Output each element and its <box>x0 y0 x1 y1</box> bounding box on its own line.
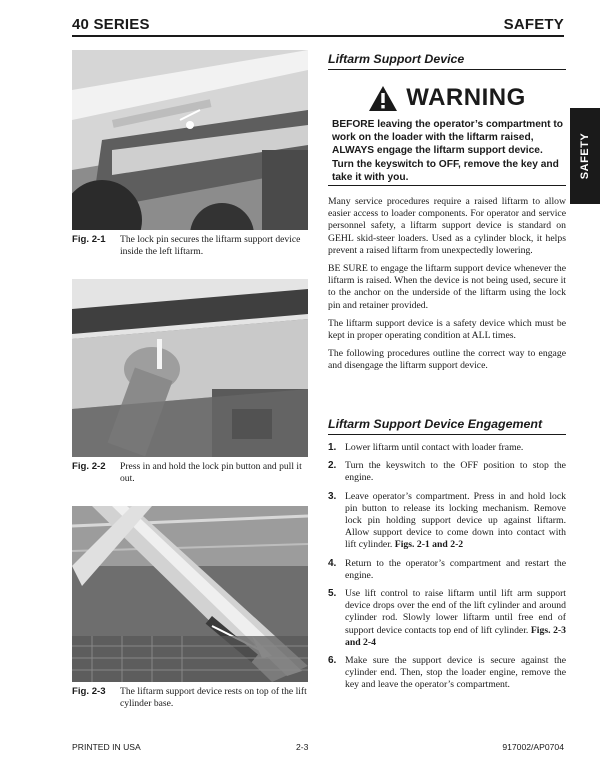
procedure-step <box>328 460 566 484</box>
step-text: Make sure the support device is secure against the cylinder end. Then, stop the loader engine, remove the key and leave the operator’s compartment. <box>345 655 566 691</box>
footer-doc-number: 917002/AP0704 <box>502 742 564 752</box>
figure-number: Fig. 2-1 <box>72 234 106 245</box>
warning-word: WARNING <box>406 84 526 111</box>
warning-triangle-icon <box>368 85 398 112</box>
figure-2-1-caption <box>72 234 312 258</box>
header-rule <box>72 35 564 37</box>
header-series: 40 SERIES <box>72 16 150 33</box>
step-text: Leave operator’s compartment. Press in and hold lock pin button to release its locking mechanism. Remove lock pin holding support device up against liftarm. Allow support device to come down into contact with lift cylinder. Figs. 2-1 and 2-2 <box>345 490 566 551</box>
figure-reference: Figs. 2-1 and 2-2 <box>394 539 464 551</box>
paragraph: Many service procedures require a raised liftarm to allow easier access to loader components. For operator and service personnel safety, a liftarm support device is standard on GEHL skid-steer loaders. Used as a cylinder block, it helps prevent a raised liftarm from unexpectedly lowering. <box>328 196 566 256</box>
step-number: 3. <box>328 490 337 502</box>
paragraph: The liftarm support device is a safety device which must be kept in proper operating condition at ALL times. <box>328 317 566 342</box>
section-title-engagement: Liftarm Support Device Engagement <box>328 417 566 435</box>
step-number: 5. <box>328 588 337 600</box>
figure-2-3-photo <box>72 506 308 682</box>
warning-rule <box>328 185 566 186</box>
footer-printed: PRINTED IN USA <box>72 742 141 752</box>
procedure-steps <box>328 442 566 698</box>
header-section: SAFETY <box>503 16 564 33</box>
step-text: Return to the operator’s compartment and restart the engine. <box>345 557 566 581</box>
side-tab-label: SAFETY <box>579 132 591 180</box>
procedure-step <box>328 491 566 552</box>
figure-caption-text: The lock pin secures the liftarm support device inside the left liftarm. <box>120 234 301 257</box>
figure-reference: Figs. 2-3 and 2-4 <box>345 624 567 648</box>
procedure-step <box>328 588 566 649</box>
figure-2-3-caption <box>72 686 312 710</box>
footer-page-number: 2-3 <box>296 742 309 752</box>
warning-text: BEFORE leaving the operator’s compartment to work on the loader with the liftarm raised, ALWAYS engage the liftarm support device. Turn the keyswitch to OFF, remove the key and take it with you. <box>332 119 563 183</box>
figure-2-1-photo <box>72 50 308 230</box>
section-title-liftarm-support-device: Liftarm Support Device <box>328 52 566 70</box>
step-text: Use lift control to raise liftarm until lift arm support device drops over the end of the lift cylinder and around cylinder rod. Slowly lower liftarm until free end of support device contacts top end of lift cylinder. Figs. 2-3 and 2-4 <box>345 588 567 648</box>
paragraph: The following procedures outline the correct way to engage and disengage the liftarm support device. <box>328 348 566 372</box>
step-text: Lower liftarm until contact with loader frame. <box>345 442 524 453</box>
procedure-step <box>328 558 566 582</box>
step-number: 4. <box>328 557 337 569</box>
body-text <box>328 196 566 379</box>
figure-number: Fig. 2-3 <box>72 686 106 697</box>
procedure-step <box>328 655 566 692</box>
paragraph: BE SURE to engage the liftarm support device whenever the liftarm is raised. When the device is not being used, secure it to the anchor on the underside of the liftarm using the lock pin and retainer provided. <box>328 263 566 311</box>
figure-number: Fig. 2-2 <box>72 461 106 472</box>
step-number: 6. <box>328 655 337 667</box>
step-number: 1. <box>328 442 337 453</box>
figure-caption-text: Press in and hold the lock pin button and pull it out. <box>120 461 302 484</box>
figure-caption-text: The liftarm support device rests on top of the lift cylinder base. <box>120 686 307 709</box>
step-text: Turn the keyswitch to the OFF position to stop the engine. <box>345 460 566 484</box>
procedure-step <box>328 442 566 454</box>
section-side-tab <box>570 108 600 204</box>
step-number: 2. <box>328 460 337 472</box>
figure-2-2-photo <box>72 279 308 457</box>
warning-header <box>328 84 566 112</box>
warning-box <box>328 84 566 184</box>
figure-2-2-caption <box>72 461 312 485</box>
